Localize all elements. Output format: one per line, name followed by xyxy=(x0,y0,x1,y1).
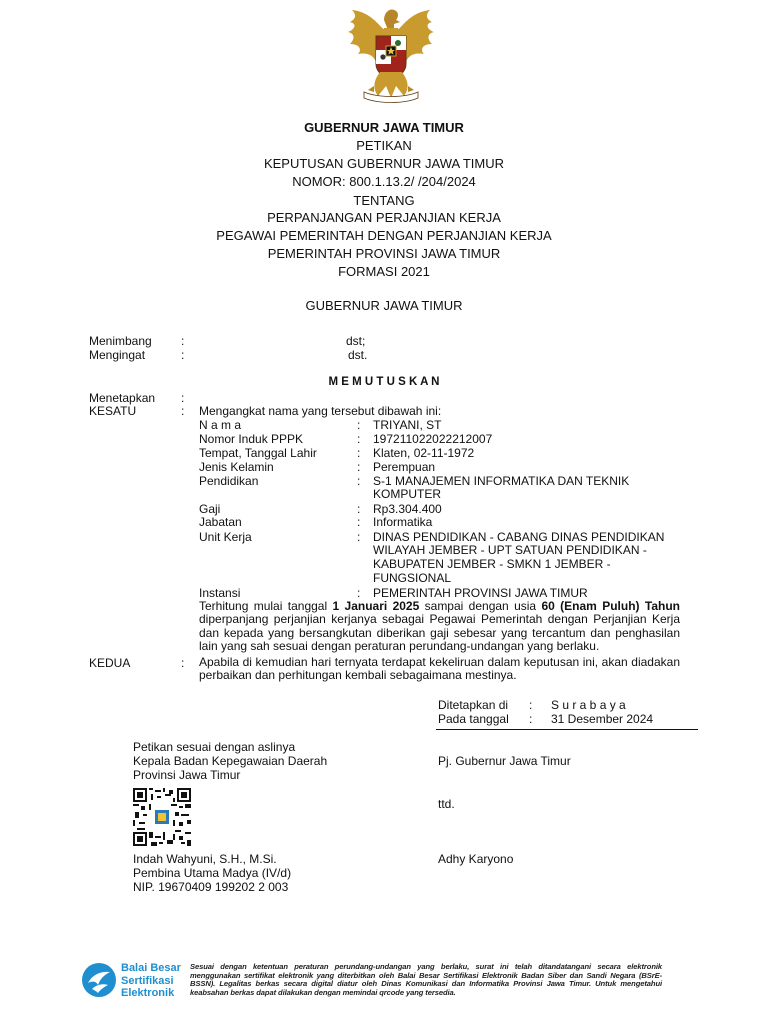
field-position-label: Jabatan xyxy=(199,515,242,529)
menetapkan-colon: : xyxy=(181,391,185,405)
field-agency-value: PEMERINTAH PROVINSI JAWA TIMUR xyxy=(373,586,588,600)
mengingat-colon: : xyxy=(181,348,185,362)
field-colon: : xyxy=(357,460,361,474)
menetapkan-label: Menetapkan xyxy=(89,391,156,405)
bsre-name-line: Balai Besar xyxy=(121,962,181,974)
terhitung-paragraph xyxy=(199,600,680,654)
decree-title: KEPUTUSAN GUBERNUR JAWA TIMUR xyxy=(263,156,505,171)
certifier-nip: NIP. 19670409 199202 2 003 xyxy=(133,880,289,894)
terhitung-text: diperpanjang perjanjian kerjanya sebagai Pegawai Pemerintah dengan Perjanjian Kerja dan kepada yang bersangkutan diberikan gaji sebesar yang tercantum dan penghasilan lain yang sah sesuai dengan peraturan perundang-undangan yang berlaku. xyxy=(199,612,680,654)
field-gender-value: Perempuan xyxy=(373,460,436,474)
field-colon: : xyxy=(357,474,361,488)
tentang-label: TENTANG xyxy=(353,193,415,208)
kesatu-intro: Mengangkat nama yang tersebut dibawah ini: xyxy=(199,404,442,418)
decree-number: NOMOR: 800.1.13.2/ /204/2024 xyxy=(292,174,476,189)
terhitung-text: sampai dengan usia xyxy=(419,599,542,613)
field-nama-label: N a m a xyxy=(199,418,242,432)
garuda-emblem-icon xyxy=(344,6,438,104)
ditetapkan-label: Ditetapkan di xyxy=(438,698,509,712)
certifier-name: Indah Wahyuni, S.H., M.Si. xyxy=(133,852,277,866)
field-nip-label: Nomor Induk PPPK xyxy=(199,432,304,446)
bsre-logo-icon xyxy=(80,961,118,999)
start-date: 1 Januari 2025 xyxy=(332,599,420,613)
field-education-value-cont: KOMPUTER xyxy=(373,487,442,501)
field-ttl-label: Tempat, Tanggal Lahir xyxy=(199,446,317,460)
field-colon: : xyxy=(357,515,361,529)
field-gender-label: Jenis Kelamin xyxy=(199,460,274,474)
subject-line-4: FORMASI 2021 xyxy=(338,264,430,279)
certifier-title: Kepala Badan Kepegawaian Daerah xyxy=(133,754,328,768)
field-nama-value: TRIYANI, ST xyxy=(373,418,442,432)
menimbang-value: dst; xyxy=(346,334,366,348)
governor-title: Pj. Gubernur Jawa Timur xyxy=(438,754,571,768)
subject-line-2: PEGAWAI PEMERINTAH DENGAN PERJANJIAN KERJA xyxy=(216,228,552,243)
field-colon: : xyxy=(357,586,361,600)
kesatu-colon: : xyxy=(181,404,185,418)
signed-mark: ttd. xyxy=(438,797,455,811)
ditetapkan-value: S u r a b a y a xyxy=(551,698,626,712)
qr-code-icon[interactable] xyxy=(133,788,191,846)
certifier-rank: Pembina Utama Madya (IV/d) xyxy=(133,866,292,880)
field-unit-label: Unit Kerja xyxy=(199,530,252,544)
kesatu-label: KESATU xyxy=(89,404,137,418)
memutuskan-heading: M E M U T U S K A N xyxy=(328,376,440,388)
kedua-colon: : xyxy=(181,656,185,670)
field-salary-label: Gaji xyxy=(199,502,221,516)
field-position-value: Informatika xyxy=(373,515,433,529)
subject-line-3: PEMERINTAH PROVINSI JAWA TIMUR xyxy=(267,246,501,261)
tanggal-value: 31 Desember 2024 xyxy=(551,712,654,726)
field-unit-value: DINAS PENDIDIKAN - CABANG DINAS PENDIDIKAN xyxy=(373,530,665,544)
field-education-label: Pendidikan xyxy=(199,474,259,488)
mengingat-label: Mengingat xyxy=(89,348,146,362)
field-colon: : xyxy=(357,432,361,446)
issuer-title: GUBERNUR JAWA TIMUR xyxy=(304,120,464,135)
field-salary-value: Rp3.304.400 xyxy=(373,502,442,516)
field-agency-label: Instansi xyxy=(199,586,241,600)
governor-name: Adhy Karyono xyxy=(438,852,514,866)
electronic-signature-notice: Sesuai dengan ketentuan peraturan perundang-undangan yang berlaku, surat ini telah ditandatangani secara elektronik menggunakan sertifikat elektronik yang diterbitkan oleh Balai Besar Sertifikasi Elektronik Badan Siber dan Sandi Negara (BSrE-BSSN). Legalitas berkas secara digital diatur oleh Dinas Komunikasi dan Informatika Provinsi Jawa Timur. Untuk mengetahui keabsahan berkas dapat dilakukan dengan memindai qrcode yang tersedia. xyxy=(190,962,662,997)
certifier-province: Provinsi Jawa Timur xyxy=(133,768,241,782)
bsre-name-line: Elektronik xyxy=(121,987,175,999)
mengingat-value: dst. xyxy=(348,348,368,362)
ditetapkan-colon: : xyxy=(529,698,533,712)
field-unit-value-cont: KABUPATEN JEMBER - SMKN 1 JEMBER - xyxy=(373,557,611,571)
certified-copy-line: Petikan sesuai dengan aslinya xyxy=(133,740,296,754)
tanggal-colon: : xyxy=(529,712,533,726)
doc-type: PETIKAN xyxy=(356,138,412,153)
field-ttl-value: Klaten, 02-11-1972 xyxy=(373,446,475,460)
issuer-repeat: GUBERNUR JAWA TIMUR xyxy=(305,298,463,313)
field-unit-value-cont: FUNGSIONAL xyxy=(373,571,452,585)
penetapan-divider xyxy=(436,729,698,730)
subject-line-1: PERPANJANGAN PERJANJIAN KERJA xyxy=(267,210,501,225)
bsre-name xyxy=(121,962,181,1000)
kedua-text: Apabila di kemudian hari ternyata terdapat kekeliruan dalam keputusan ini, akan diadakan perbaikan dan perhitungan kembali sebagaimana mestinya. xyxy=(199,655,680,683)
bsre-name-line: Sertifikasi xyxy=(121,974,174,987)
tanggal-label: Pada tanggal xyxy=(438,712,509,726)
field-colon: : xyxy=(357,446,361,460)
field-education-value: S-1 MANAJEMEN INFORMATIKA DAN TEKNIK xyxy=(373,474,630,488)
field-colon: : xyxy=(357,502,361,516)
field-unit-value-cont: WILAYAH JEMBER - UPT SATUAN PENDIDIKAN - xyxy=(373,543,647,557)
menimbang-colon: : xyxy=(181,334,185,348)
field-nip-value: 197211022022212007 xyxy=(373,432,493,446)
age-limit: 60 (Enam Puluh) Tahun xyxy=(541,599,680,613)
terhitung-text: Terhitung mulai tanggal xyxy=(199,599,333,613)
field-colon: : xyxy=(357,530,361,544)
kedua-label: KEDUA xyxy=(89,656,131,670)
menimbang-label: Menimbang xyxy=(89,334,152,348)
field-colon: : xyxy=(357,418,361,432)
